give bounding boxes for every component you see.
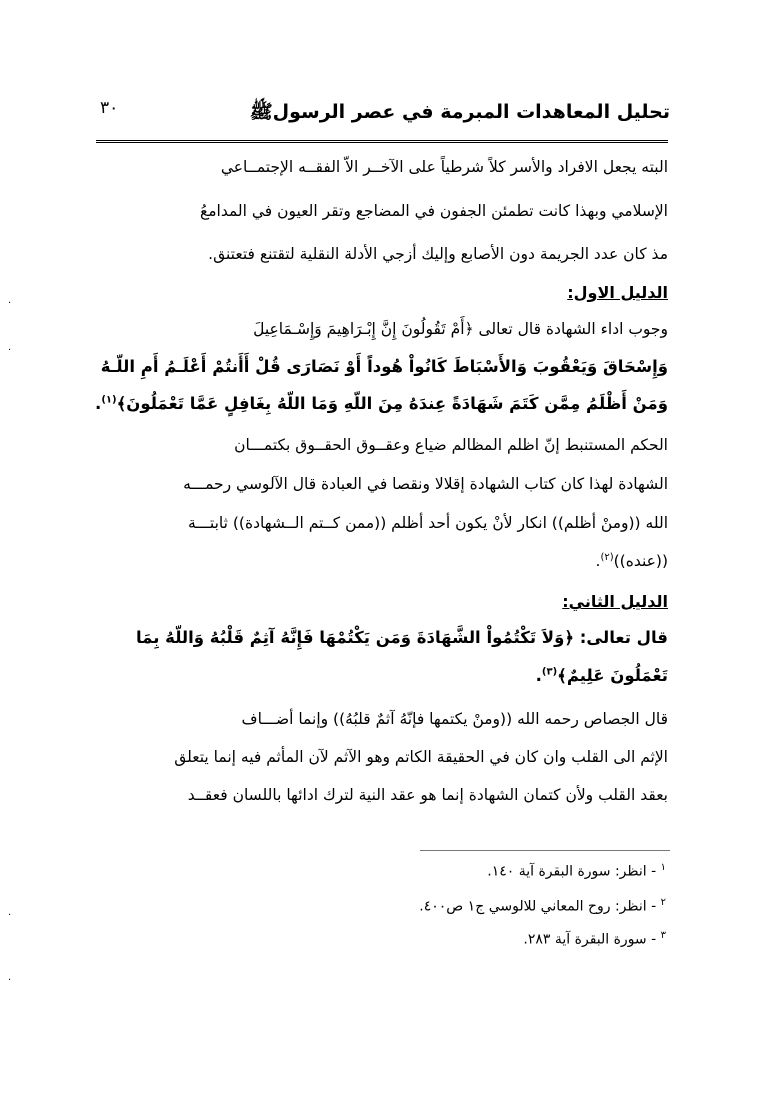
footnote-text: - انظر: روح المعاني للالوسي ج١ ص٤٠٠. bbox=[419, 898, 657, 915]
text-line: قال الجصاص رحمه الله ((ومنْ يكتمها فإنّهُ آثمٌ قلبُهُ)) وإنما أضـــاف bbox=[241, 710, 668, 728]
text-line: ((عنده))$^{(٢)}$. bbox=[595, 552, 668, 571]
text-line: الإثم الى القلب وان كان في الحقيقة الكاتم وهو الآثم لآن المأثم فيه إنما يتعلق bbox=[174, 748, 668, 766]
footnote-number: ٣ bbox=[660, 930, 666, 941]
footnote-ref: (٢) bbox=[600, 552, 614, 563]
text-line: البته يجعل الافراد والأسر كلاً شرطياً على الآخــر الاّ الفقــه الإجتمــاعي bbox=[220, 158, 668, 176]
footnote bbox=[419, 897, 666, 915]
verse-text: وَمَنْ أَظْلَمُ مِمَّن كَتَمَ شَهَادَةً عِندَهُ مِنَ اللّهِ وَمَا اللّهُ بِغَافِلٍ عَمَّا تَعْمَلُونَ﴾ bbox=[116, 394, 668, 413]
header-divider bbox=[96, 140, 668, 143]
quran-verse-line: وَإِسْحَاقَ وَيَعْقُوبَ وَالأَسْبَاطَ كَانُواْ هُوداً أَوْ نَصَارَى قُلْ أَأَنتُمْ أَعْلَـمُ أَمِ اللّـهُ bbox=[100, 357, 668, 376]
scan-mark: · bbox=[8, 345, 12, 356]
quran-verse-line: وَمَنْ أَظْلَمُ مِمَّن كَتَمَ شَهَادَةً عِندَهُ مِنَ اللّهِ وَمَا اللّهُ بِغَافِلٍ عَمَّا تَعْمَلُونَ﴾$^{(١)}$. bbox=[95, 394, 668, 413]
quran-verse-line: تَعْمَلُونَ عَلِيمٌ﴾$^{(٣)}$. bbox=[535, 666, 668, 685]
text-line: مذ كان عدد الجريمة دون الأصابع وإليك أزجي الأدلة النقلية لتقتنع فتعتنق. bbox=[208, 245, 668, 263]
footnote bbox=[487, 862, 666, 880]
scan-mark: · bbox=[8, 975, 12, 986]
quote-text: ((عنده)) bbox=[613, 552, 668, 571]
footnote-ref: (٣) bbox=[541, 666, 558, 678]
footnote-text: - انظر: سورة البقرة آية ١٤٠. bbox=[487, 863, 657, 880]
text-line: الله ((ومنْ أظلم)) انكار لأنْ يكون أحد أظلم ((ممن كــتم الــشهادة)) ثابتـــة bbox=[187, 514, 668, 532]
verse-text: تَعْمَلُونَ عَلِيمٌ﴾ bbox=[557, 666, 668, 685]
page-header bbox=[90, 96, 670, 136]
footnote-number: ١ bbox=[660, 862, 666, 873]
text-line: الإسلامي وبهذا كانت تطمئن الجفون في المضاجع وتقر العيون في المدامعُ bbox=[199, 202, 668, 220]
section-heading: الدليل الثاني: bbox=[562, 592, 668, 611]
text-line: وجوب اداء الشهادة قال تعالى ﴿أَمْ تَقُولُونَ إِنَّ إِبْـرَاهِيمَ وَإِسْـمَاعِيلَ bbox=[253, 320, 668, 338]
footnote bbox=[523, 930, 666, 948]
page-title: تحليل المعاهدات المبرمة في عصر الرسولﷺ bbox=[249, 101, 670, 123]
quran-verse-line: قال تعالى: ﴿وَلاَ تَكْتُمُواْ الشَّهَادَةَ وَمَن يَكْتُمْهَا فَإِنَّهُ آثِمٌ قَلْبُهُ وَاللّهُ بِمَا bbox=[135, 628, 668, 647]
footnote-ref: (١) bbox=[101, 394, 117, 406]
page-number: ٣٠ bbox=[100, 98, 119, 118]
text-line: الشهادة لهذا كان كتاب الشهادة إقلالا ونقصا في العبادة قال الآلوسي رحمـــه bbox=[183, 475, 668, 493]
footnote-number: ٢ bbox=[660, 897, 666, 908]
scan-mark: · bbox=[8, 298, 12, 309]
text-line: بعقد القلب ولأن كتمان الشهادة إنما هو عقد النية لترك ادائها باللسان فعقــد bbox=[187, 786, 668, 804]
footnote-divider bbox=[420, 850, 670, 851]
text-line: الحكم المستنبط إنّ اظلم المظالم ضياع وعقــوق الحقــوق بكتمـــان bbox=[234, 436, 668, 454]
section-heading: الدليل الاول: bbox=[567, 283, 668, 302]
scan-mark: · bbox=[8, 910, 12, 921]
footnote-text: - سورة البقرة آية ٢٨٣. bbox=[523, 931, 657, 948]
